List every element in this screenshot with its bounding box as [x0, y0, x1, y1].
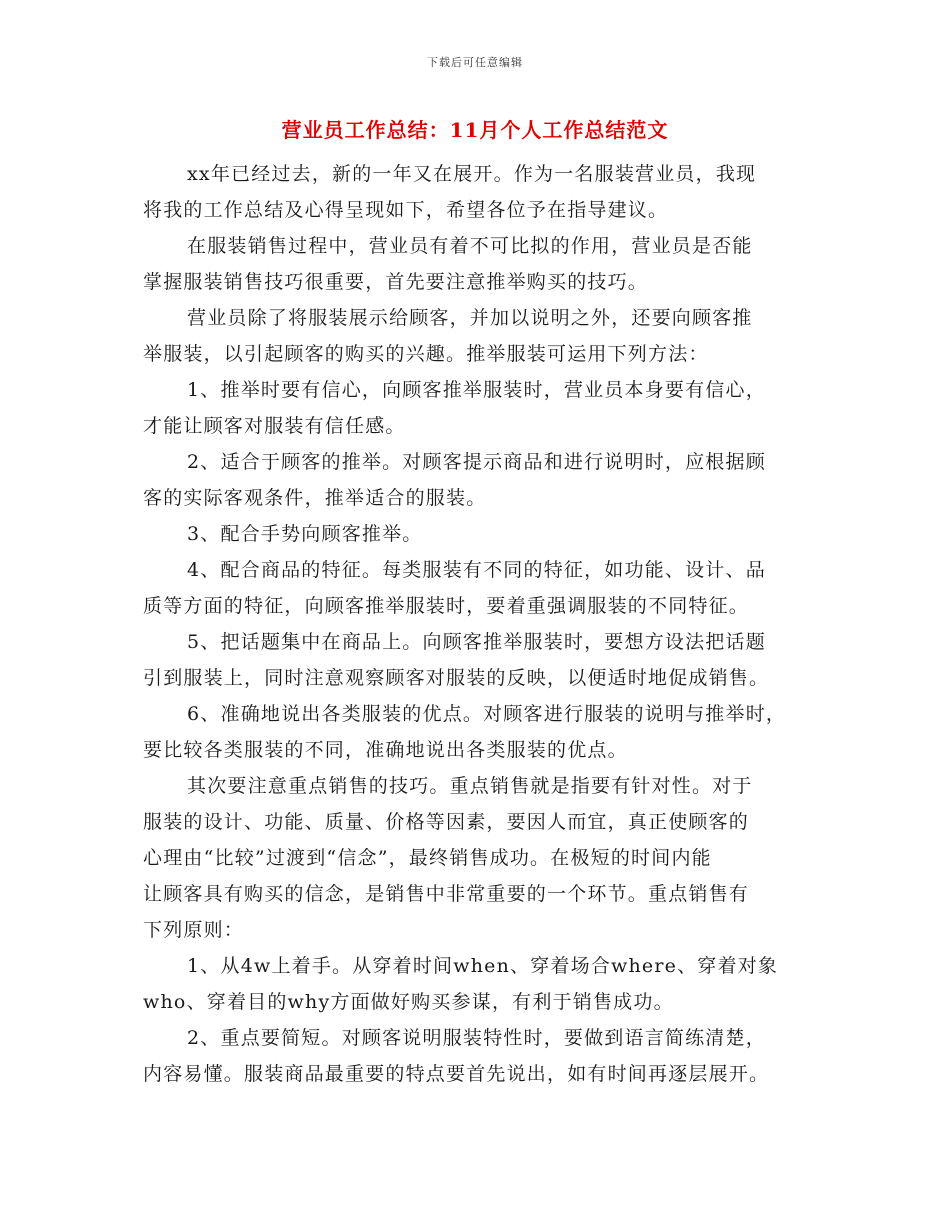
paragraph-line: 举服装，以引起顾客的购买的兴趣。推举服装可运用下列方法：	[143, 343, 709, 365]
paragraph-line: 服装的设计、功能、质量、价格等因素，要因人而宜，真正使顾客的	[143, 811, 750, 833]
paragraph-line: 将我的工作总结及心得呈现如下，希望各位予在指导建议。	[143, 199, 669, 221]
document-title: 营业员工作总结：11月个人工作总结范文	[281, 118, 669, 142]
paragraph-line: who、穿着目的why方面做好购买参谋，有利于销售成功。	[143, 991, 674, 1013]
paragraph-line: 质等方面的特征，向顾客推举服装时，要着重强调服装的不同特征。	[143, 595, 750, 617]
paragraph-line: 其次要注意重点销售的技巧。重点销售就是指要有针对性。对于	[187, 775, 753, 797]
paragraph	[143, 372, 823, 444]
paragraph-line: 1、推举时要有信心，向顾客推举服装时，营业员本身要有信心，	[187, 379, 766, 401]
paragraph	[143, 516, 823, 552]
paragraph	[143, 696, 823, 768]
paragraph-line: 内容易懂。服装商品最重要的特点要首先说出，如有时间再逐层展开。	[143, 1063, 770, 1085]
paragraph-line: 3、配合手势向顾客推举。	[187, 523, 423, 545]
paragraph-line: xx年已经过去，新的一年又在展开。作为一名服装营业员，我现	[187, 163, 757, 185]
paragraph-line: 心理由“比较”过渡到“信念”，最终销售成功。在极短的时间内能	[143, 847, 712, 869]
paragraph-line: 4、配合商品的特征。每类服装有不同的特征，如功能、设计、品	[187, 559, 766, 581]
paragraph	[143, 948, 823, 1020]
document-body	[143, 156, 823, 1092]
paragraph-line: 5、把话题集中在商品上。向顾客推举服装时，要想方设法把话题	[187, 631, 766, 653]
paragraph-line: 要比较各类服装的不同，准确地说出各类服装的优点。	[143, 739, 628, 761]
paragraph-line: 引到服装上，同时注意观察顾客对服装的反映，以便适时地促成销售。	[143, 667, 770, 689]
paragraph-line: 营业员除了将服装展示给顾客，并加以说明之外，还要向顾客推	[187, 307, 753, 329]
paragraph-line: 让顾客具有购买的信念，是销售中非常重要的一个环节。重点销售有	[143, 883, 750, 905]
paragraph-line: 2、适合于顾客的推举。对顾客提示商品和进行说明时，应根据顾	[187, 451, 766, 473]
paragraph	[143, 228, 823, 300]
paragraph-line: 在服装销售过程中，营业员有着不可比拟的作用，营业员是否能	[187, 235, 753, 257]
paragraph	[143, 1020, 823, 1092]
paragraph	[143, 552, 823, 624]
paragraph-line: 1、从4w上着手。从穿着时间when、穿着场合where、穿着对象	[187, 955, 779, 977]
paragraph	[143, 300, 823, 372]
paragraph	[143, 444, 823, 516]
paragraph	[143, 156, 823, 228]
paragraph-line: 掌握服装销售技巧很重要，首先要注意推举购买的技巧。	[143, 271, 649, 293]
paragraph-line: 下列原则：	[143, 919, 245, 941]
paragraph-line: 6、准确地说出各类服装的优点。对顾客进行服装的说明与推举时，	[187, 703, 787, 725]
paragraph-line: 2、重点要简短。对顾客说明服装特性时，要做到语言简练清楚，	[187, 1027, 766, 1049]
paragraph-line: 才能让顾客对服装有信任感。	[143, 415, 406, 437]
header-note: 下载后可任意编辑	[427, 56, 523, 69]
paragraph	[143, 768, 823, 948]
paragraph	[143, 624, 823, 696]
paragraph-line: 客的实际客观条件，推举适合的服装。	[143, 487, 487, 509]
